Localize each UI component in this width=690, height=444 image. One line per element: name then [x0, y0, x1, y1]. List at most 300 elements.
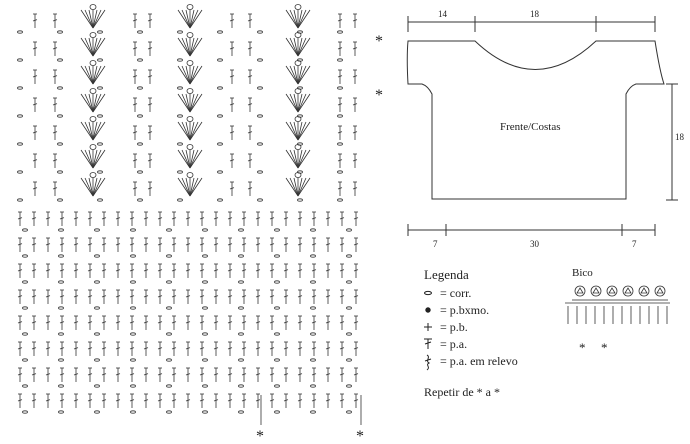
double-crochet-stitch [256, 316, 260, 330]
chain-stitch [347, 359, 352, 361]
chain-stitch [18, 31, 23, 33]
double-crochet-stitch [312, 342, 316, 356]
double-crochet-stitch [214, 394, 218, 408]
chain-stitch [203, 385, 208, 387]
chain-stitch [275, 281, 280, 283]
double-crochet-stitch [33, 182, 37, 196]
chain-stitch [218, 31, 223, 33]
double-crochet-stitch [144, 212, 148, 226]
double-crochet-stitch [33, 126, 37, 140]
chain-stitch [338, 59, 343, 61]
double-crochet-stitch [228, 238, 232, 252]
double-crochet-stitch [130, 212, 134, 226]
double-crochet-stitch [144, 394, 148, 408]
chain-stitch [203, 333, 208, 335]
chain-stitch [178, 87, 183, 89]
double-crochet-stitch [133, 70, 137, 84]
double-crochet-stitch [270, 290, 274, 304]
double-crochet-stitch [354, 368, 358, 382]
chain-stitch [59, 359, 64, 361]
chain-stitch [23, 411, 28, 413]
chain-stitch [59, 307, 64, 309]
double-crochet-stitch [354, 290, 358, 304]
dim-label-bottom-mid: 30 [530, 239, 539, 249]
double-crochet-stitch [340, 368, 344, 382]
chain-stitch [23, 385, 28, 387]
raised-double-crochet-icon [425, 355, 431, 370]
dim-label-side: 18 [675, 132, 684, 142]
chain-stitch [239, 281, 244, 283]
double-crochet-stitch [158, 394, 162, 408]
chain-stitch [347, 385, 352, 387]
double-crochet-stitch [18, 368, 22, 382]
double-crochet-stitch [228, 264, 232, 278]
chain-stitch [167, 255, 172, 257]
double-crochet-stitch [270, 368, 274, 382]
chain-stitch [58, 59, 63, 61]
double-crochet-stitch [338, 42, 342, 56]
double-crochet-stitch [60, 394, 64, 408]
chain-stitch [239, 307, 244, 309]
picot-shell [572, 286, 588, 300]
chain-stitch [311, 385, 316, 387]
double-crochet-stitch [200, 264, 204, 278]
double-crochet-stitch [158, 264, 162, 278]
double-crochet-stitch [46, 212, 50, 226]
shell-fan [178, 89, 202, 113]
chain-stitch [58, 87, 63, 89]
chain-stitch [218, 59, 223, 61]
double-crochet-stitch [60, 238, 64, 252]
chain-stitch [347, 281, 352, 283]
chain-stitch [347, 255, 352, 257]
shell-fan [81, 89, 105, 113]
double-crochet-stitch [340, 316, 344, 330]
chain-stitch [98, 143, 103, 145]
chain-stitch [338, 31, 343, 33]
double-crochet-stitch [60, 212, 64, 226]
chain-stitch [95, 385, 100, 387]
double-crochet-stitch [353, 70, 357, 84]
repeat-marker-bottom-2: * [356, 428, 364, 444]
double-crochet-stitch [228, 316, 232, 330]
double-crochet-stitch [270, 342, 274, 356]
chain-stitch [178, 115, 183, 117]
double-crochet-stitch [60, 342, 64, 356]
double-crochet-stitch [326, 290, 330, 304]
chain-stitch [23, 333, 28, 335]
chain-stitch [218, 143, 223, 145]
chain-stitch [18, 87, 23, 89]
double-crochet-stitch [228, 368, 232, 382]
double-crochet-stitch [326, 342, 330, 356]
chain-stitch [298, 199, 303, 201]
dim-label-top-left: 14 [438, 9, 447, 19]
double-crochet-stitch [270, 316, 274, 330]
chain-stitch [131, 281, 136, 283]
double-crochet-stitch [102, 342, 106, 356]
double-crochet-stitch [200, 290, 204, 304]
shell-fan [178, 145, 202, 169]
double-crochet-stitch [186, 316, 190, 330]
double-crochet-stitch [338, 70, 342, 84]
double-crochet-stitch [242, 316, 246, 330]
double-crochet-stitch [270, 264, 274, 278]
double-crochet-stitch [148, 14, 152, 28]
double-crochet-stitch [148, 42, 152, 56]
double-crochet-stitch [256, 264, 260, 278]
chain-stitch [275, 385, 280, 387]
double-crochet-stitch [102, 394, 106, 408]
double-crochet-stitch [88, 238, 92, 252]
chain-stitch [131, 307, 136, 309]
double-crochet-stitch [354, 394, 358, 408]
stitch-chart [18, 5, 362, 426]
double-crochet-stitch [46, 264, 50, 278]
chain-stitch [178, 171, 183, 173]
double-crochet-icon [424, 339, 432, 349]
double-crochet-stitch [74, 394, 78, 408]
double-crochet-stitch [88, 394, 92, 408]
double-crochet-stitch [228, 342, 232, 356]
double-crochet-stitch [242, 368, 246, 382]
double-crochet-stitch [186, 238, 190, 252]
double-crochet-stitch [298, 264, 302, 278]
double-crochet-stitch [53, 14, 57, 28]
double-crochet-stitch [33, 154, 37, 168]
double-crochet-stitch [32, 394, 36, 408]
chain-stitch [311, 333, 316, 335]
double-crochet-stitch [228, 290, 232, 304]
double-crochet-stitch [46, 238, 50, 252]
double-crochet-stitch [18, 342, 22, 356]
double-crochet-stitch [158, 238, 162, 252]
chain-stitch [167, 385, 172, 387]
double-crochet-stitch [312, 290, 316, 304]
double-crochet-stitch [172, 212, 176, 226]
double-crochet-stitch [116, 212, 120, 226]
chain-stitch [138, 31, 143, 33]
double-crochet-stitch [133, 154, 137, 168]
chain-stitch [178, 31, 183, 33]
chain-stitch [98, 171, 103, 173]
chain-stitch [338, 115, 343, 117]
chain-stitch [203, 307, 208, 309]
double-crochet-stitch [133, 126, 137, 140]
double-crochet-stitch [53, 98, 57, 112]
double-crochet-stitch [88, 368, 92, 382]
chain-stitch [258, 143, 263, 145]
double-crochet-stitch [340, 238, 344, 252]
chain-stitch [98, 115, 103, 117]
double-crochet-stitch [256, 212, 260, 226]
chain-stitch [58, 143, 63, 145]
double-crochet-stitch [102, 290, 106, 304]
chain-stitch [203, 359, 208, 361]
double-crochet-stitch [353, 126, 357, 140]
shell-fan [178, 173, 202, 197]
chain-stitch [239, 229, 244, 231]
double-crochet-stitch [338, 126, 342, 140]
double-crochet-stitch [172, 238, 176, 252]
shell-fan [81, 145, 105, 169]
shell-fan [286, 5, 310, 29]
double-crochet-stitch [230, 14, 234, 28]
picot-shell [604, 286, 620, 300]
chain-stitch [138, 87, 143, 89]
chain-stitch [131, 255, 136, 257]
double-crochet-stitch [256, 342, 260, 356]
double-crochet-stitch [214, 238, 218, 252]
double-crochet-stitch [284, 342, 288, 356]
bico-title: Bico [572, 267, 593, 279]
chain-stitch [347, 333, 352, 335]
chain-stitch [178, 143, 183, 145]
double-crochet-stitch [242, 342, 246, 356]
double-crochet-stitch [148, 126, 152, 140]
legend-item-double-crochet: = p.a. [440, 337, 468, 351]
double-crochet-stitch [270, 212, 274, 226]
double-crochet-stitch [248, 70, 252, 84]
chain-stitch [347, 229, 352, 231]
shell-fan [286, 117, 310, 141]
chain-stitch [95, 281, 100, 283]
double-crochet-stitch [144, 264, 148, 278]
double-crochet-stitch [148, 70, 152, 84]
single-crochet-icon [424, 323, 432, 331]
double-crochet-stitch [53, 70, 57, 84]
chain-stitch [59, 255, 64, 257]
chain-stitch [311, 307, 316, 309]
legend-title: Legenda [424, 267, 469, 282]
double-crochet-stitch [18, 394, 22, 408]
double-crochet-stitch [18, 238, 22, 252]
double-crochet-stitch [32, 368, 36, 382]
chain-stitch [258, 115, 263, 117]
chain-stitch [258, 59, 263, 61]
double-crochet-stitch [284, 316, 288, 330]
chain-stitch [311, 359, 316, 361]
double-crochet-stitch [256, 394, 260, 408]
bico-marker-2: * [601, 340, 608, 355]
double-crochet-stitch [46, 368, 50, 382]
double-crochet-stitch [148, 98, 152, 112]
double-crochet-stitch [186, 264, 190, 278]
double-crochet-stitch [158, 342, 162, 356]
double-crochet-stitch [172, 342, 176, 356]
chain-stitch [347, 307, 352, 309]
chain-stitch [218, 115, 223, 117]
double-crochet-stitch [130, 368, 134, 382]
double-crochet-stitch [32, 316, 36, 330]
double-crochet-stitch [53, 182, 57, 196]
chain-stitch [338, 87, 343, 89]
chain-stitch [95, 333, 100, 335]
double-crochet-stitch [144, 238, 148, 252]
shell-fan [286, 145, 310, 169]
chain-stitch [95, 229, 100, 231]
double-crochet-stitch [116, 238, 120, 252]
double-crochet-stitch [33, 70, 37, 84]
double-crochet-stitch [338, 182, 342, 196]
chain-stitch-icon [425, 291, 432, 294]
chain-stitch [58, 31, 63, 33]
double-crochet-stitch [340, 394, 344, 408]
shell-fan [178, 33, 202, 57]
double-crochet-stitch [353, 182, 357, 196]
double-crochet-stitch [148, 182, 152, 196]
double-crochet-stitch [33, 14, 37, 28]
double-crochet-stitch [60, 368, 64, 382]
double-crochet-stitch [338, 154, 342, 168]
shell-fan [81, 33, 105, 57]
chain-stitch [239, 333, 244, 335]
double-crochet-stitch [32, 238, 36, 252]
chain-stitch [203, 255, 208, 257]
chain-stitch [95, 307, 100, 309]
chain-stitch [311, 229, 316, 231]
chain-stitch [131, 411, 136, 413]
shell-fan [81, 5, 105, 29]
double-crochet-stitch [116, 394, 120, 408]
chain-stitch [338, 143, 343, 145]
picot-shell [588, 286, 604, 300]
shell-fan [81, 173, 105, 197]
chain-stitch [18, 199, 23, 201]
double-crochet-stitch [228, 394, 232, 408]
chain-stitch [178, 59, 183, 61]
shell-fan [81, 61, 105, 85]
double-crochet-stitch [298, 238, 302, 252]
double-crochet-stitch [102, 212, 106, 226]
chain-stitch [203, 229, 208, 231]
chain-stitch [58, 199, 63, 201]
double-crochet-stitch [312, 394, 316, 408]
double-crochet-stitch [74, 264, 78, 278]
double-crochet-stitch [354, 264, 358, 278]
double-crochet-stitch [74, 342, 78, 356]
double-crochet-stitch [214, 264, 218, 278]
chain-stitch [275, 307, 280, 309]
double-crochet-stitch [248, 98, 252, 112]
chain-stitch [239, 411, 244, 413]
double-crochet-stitch [172, 394, 176, 408]
double-crochet-stitch [74, 316, 78, 330]
double-crochet-stitch [130, 316, 134, 330]
chain-stitch [98, 199, 103, 201]
double-crochet-stitch [256, 368, 260, 382]
double-crochet-stitch [74, 368, 78, 382]
double-crochet-stitch [353, 98, 357, 112]
chain-stitch [178, 199, 183, 201]
chain-stitch [98, 87, 103, 89]
double-crochet-stitch [200, 316, 204, 330]
double-crochet-stitch [130, 264, 134, 278]
chain-stitch [131, 359, 136, 361]
double-crochet-stitch [186, 212, 190, 226]
double-crochet-stitch [214, 342, 218, 356]
dim-label-bottom-left: 7 [433, 239, 438, 249]
chain-stitch [23, 307, 28, 309]
double-crochet-stitch [326, 238, 330, 252]
chain-stitch [338, 171, 343, 173]
chain-stitch [23, 229, 28, 231]
chain-stitch [59, 281, 64, 283]
double-crochet-stitch [74, 238, 78, 252]
picot-shell [652, 286, 668, 300]
shell-fan [286, 173, 310, 197]
double-crochet-stitch [102, 238, 106, 252]
double-crochet-stitch [242, 264, 246, 278]
chain-stitch [275, 411, 280, 413]
double-crochet-stitch [172, 264, 176, 278]
legend-icons [424, 291, 432, 370]
double-crochet-stitch [102, 264, 106, 278]
double-crochet-stitch [88, 212, 92, 226]
double-crochet-stitch [214, 316, 218, 330]
double-crochet-stitch [248, 126, 252, 140]
double-crochet-stitch [88, 290, 92, 304]
double-crochet-stitch [353, 154, 357, 168]
shell-fan [286, 89, 310, 113]
chain-stitch [203, 411, 208, 413]
double-crochet-stitch [298, 394, 302, 408]
double-crochet-stitch [172, 290, 176, 304]
double-crochet-stitch [116, 264, 120, 278]
double-crochet-stitch [200, 212, 204, 226]
double-crochet-stitch [18, 316, 22, 330]
legend-item-slip-stitch: = p.bxmo. [440, 303, 490, 317]
double-crochet-stitch [46, 290, 50, 304]
chain-stitch [138, 199, 143, 201]
chain-stitch [138, 171, 143, 173]
chain-stitch [167, 333, 172, 335]
chain-stitch [218, 87, 223, 89]
legend-item-raised-double-crochet: = p.a. em relevo [440, 354, 518, 368]
double-crochet-stitch [158, 212, 162, 226]
legend-item-chain: = corr. [440, 286, 472, 300]
double-crochet-stitch [172, 368, 176, 382]
chain-stitch [258, 31, 263, 33]
chain-stitch [275, 359, 280, 361]
double-crochet-stitch [340, 212, 344, 226]
double-crochet-stitch [74, 212, 78, 226]
double-crochet-stitch [230, 182, 234, 196]
repeat-marker-right-1: * [375, 33, 383, 50]
legend-item-single-crochet: = p.b. [440, 320, 468, 334]
double-crochet-stitch [298, 342, 302, 356]
double-crochet-stitch [312, 316, 316, 330]
double-crochet-stitch [242, 290, 246, 304]
chain-stitch [275, 229, 280, 231]
chain-stitch [23, 255, 28, 257]
repeat-note: Repetir de * a * [424, 385, 500, 399]
double-crochet-stitch [53, 154, 57, 168]
double-crochet-stitch [340, 264, 344, 278]
chain-stitch [138, 143, 143, 145]
double-crochet-stitch [214, 290, 218, 304]
double-crochet-stitch [270, 238, 274, 252]
double-crochet-stitch [312, 238, 316, 252]
double-crochet-stitch [242, 212, 246, 226]
double-crochet-stitch [242, 238, 246, 252]
double-crochet-stitch [200, 342, 204, 356]
chain-stitch [239, 255, 244, 257]
double-crochet-stitch [133, 98, 137, 112]
double-crochet-stitch [116, 316, 120, 330]
chain-stitch [167, 307, 172, 309]
shell-fan [286, 33, 310, 57]
